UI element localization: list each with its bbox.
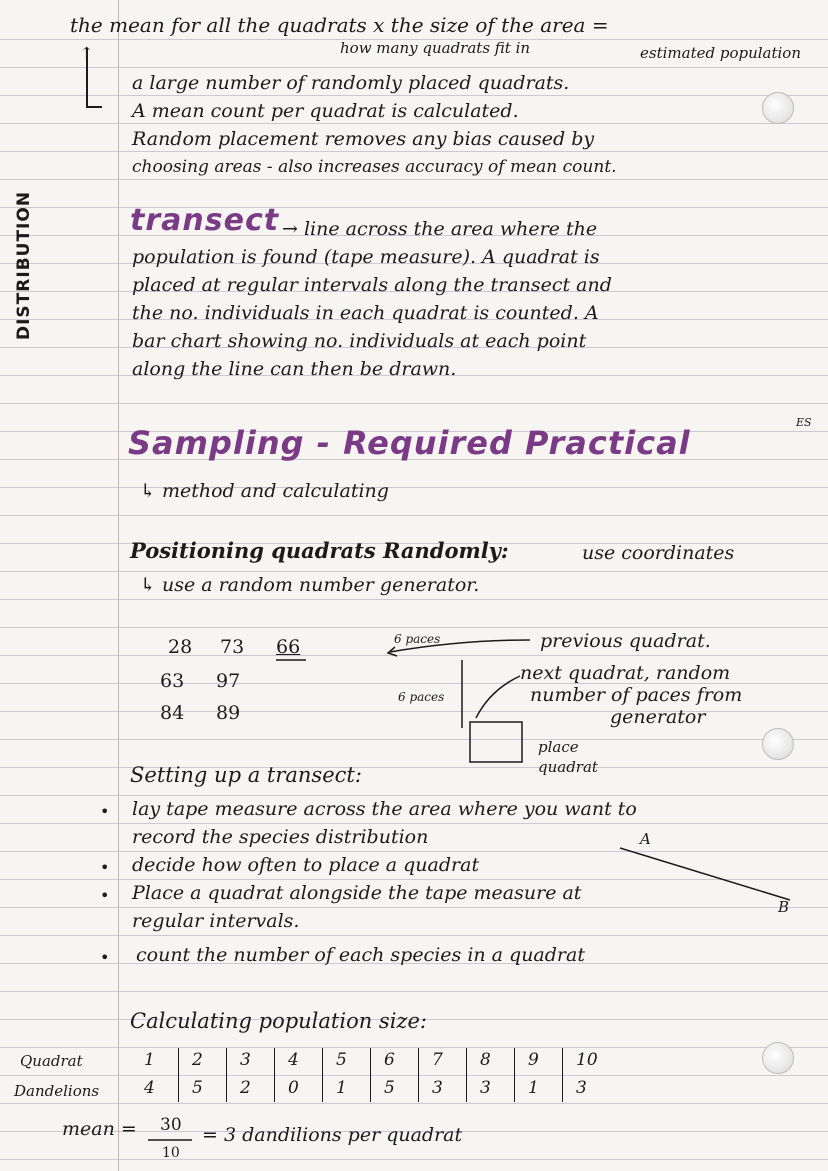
positioning-line-2: ↳ use a random number generator. — [140, 574, 480, 596]
transect-line-5: bar chart showing no. individuals at each point — [132, 330, 587, 352]
quadrat-number-cell: 6 — [384, 1050, 395, 1070]
next-arrow-icon — [476, 676, 520, 718]
point-b-label: B — [778, 898, 790, 916]
sampling-subline: ↳ method and calculating — [140, 480, 389, 502]
calculating-title: Calculating population size: — [130, 1009, 427, 1033]
quadrat-square-icon — [470, 722, 522, 762]
sampling-heading: Sampling - Required Practical — [128, 424, 691, 462]
random-line-2: A mean count per quadrat is calculated. — [132, 100, 519, 122]
setting-up-bullet-2: decide how often to place a quadrat — [132, 854, 480, 876]
quadrat-number-cell: 5 — [336, 1050, 347, 1070]
positioning-title: Positioning quadrats Randomly: — [130, 538, 509, 563]
dandelion-count-cell: 3 — [576, 1078, 587, 1098]
setting-up-bullet-4: count the number of each species in a quadrat — [136, 944, 585, 966]
quadrat-number-cell: 1 — [144, 1050, 155, 1070]
random-line-4: choosing areas - also increases accuracy of mean count. — [132, 157, 617, 177]
transect-line-icon — [620, 848, 790, 900]
bullet-icon: • — [100, 802, 110, 821]
dandelion-count-cell: 5 — [192, 1078, 203, 1098]
corner-tag: ES — [796, 416, 812, 429]
place-quadrat-line-2: quadrat — [538, 758, 598, 776]
previous-quadrat-label: previous quadrat. — [540, 630, 711, 652]
quadrat-row-label: Quadrat — [20, 1052, 83, 1070]
mean-numerator: 30 — [160, 1115, 182, 1135]
quadrat-number-cell: 4 — [288, 1050, 299, 1070]
quadrat-number-cell: 10 — [576, 1050, 598, 1070]
transect-line-1: → line across the area where the — [282, 218, 598, 240]
previous-arrow-icon — [390, 640, 530, 652]
mean-result: = 3 dandilions per quadrat — [202, 1124, 463, 1146]
paces-top-label: 6 paces — [394, 632, 441, 646]
dandelion-count-cell: 3 — [432, 1078, 443, 1098]
transect-line-6: along the line can then be drawn. — [132, 358, 457, 380]
mean-label: mean = — [62, 1118, 137, 1140]
bullet-icon: • — [100, 858, 110, 877]
setting-up-title: Setting up a transect: — [130, 763, 362, 787]
quadrat-number-cell: 3 — [240, 1050, 251, 1070]
paces-side-label: 6 paces — [398, 690, 445, 704]
setting-up-bullet-3a: Place a quadrat alongside the tape measure at — [132, 882, 582, 904]
formula-main: the mean for all the quadrats x the size of the area = — [70, 13, 609, 37]
random-line-1: a large number of randomly placed quadrats. — [132, 72, 570, 94]
dandelion-count-cell: 3 — [480, 1078, 491, 1098]
next-quadrat-line-2: number of paces from — [530, 684, 743, 706]
arrow-up-icon: ↑ — [79, 44, 95, 65]
place-quadrat-line-1: place — [538, 738, 579, 756]
bullet-icon: • — [100, 948, 110, 967]
random-number: 63 — [160, 670, 185, 692]
bullet-icon: • — [100, 886, 110, 905]
dandelion-row-label: Dandelions — [14, 1082, 100, 1100]
next-quadrat-line-3: generator — [610, 706, 706, 728]
transect-heading: transect — [130, 203, 280, 238]
quadrat-number-cell: 8 — [480, 1050, 491, 1070]
transect-line-4: the no. individuals in each quadrat is counted. A — [132, 302, 599, 324]
random-number: 89 — [216, 702, 241, 724]
random-number: 66 — [276, 636, 301, 658]
quadrat-number-cell: 7 — [432, 1050, 443, 1070]
transect-line-2: population is found (tape measure). A quadrat is — [132, 246, 600, 268]
dandelion-count-cell: 2 — [240, 1078, 251, 1098]
positioning-title-tail: use coordinates — [582, 542, 735, 564]
random-line-3: Random placement removes any bias caused by — [132, 128, 595, 150]
setting-up-bullet-1b: record the species distribution — [132, 826, 429, 848]
point-a-label: A — [640, 830, 651, 848]
random-number: 97 — [216, 670, 241, 692]
mean-denominator: 10 — [162, 1145, 180, 1161]
random-number: 73 — [220, 636, 245, 658]
random-number: 84 — [160, 702, 185, 724]
distribution-side-label: DISTRIBUTION — [14, 190, 34, 340]
setting-up-bullet-3b: regular intervals. — [132, 910, 300, 932]
quadrat-number-cell: 2 — [192, 1050, 203, 1070]
quadrat-number-cell: 9 — [528, 1050, 539, 1070]
dandelion-count-cell: 1 — [528, 1078, 539, 1098]
formula-result: estimated population — [640, 44, 801, 62]
dandelion-count-cell: 5 — [384, 1078, 395, 1098]
next-quadrat-line-1: next quadrat, random — [520, 662, 731, 684]
dandelion-count-cell: 0 — [288, 1078, 299, 1098]
dandelion-count-cell: 1 — [336, 1078, 347, 1098]
dandelion-count-cell: 4 — [144, 1078, 155, 1098]
transect-line-3: placed at regular intervals along the transect and — [132, 274, 612, 296]
random-number: 28 — [168, 636, 193, 658]
formula-sub: how many quadrats fit in — [340, 39, 531, 57]
setting-up-bullet-1a: lay tape measure across the area where you want to — [132, 798, 637, 820]
